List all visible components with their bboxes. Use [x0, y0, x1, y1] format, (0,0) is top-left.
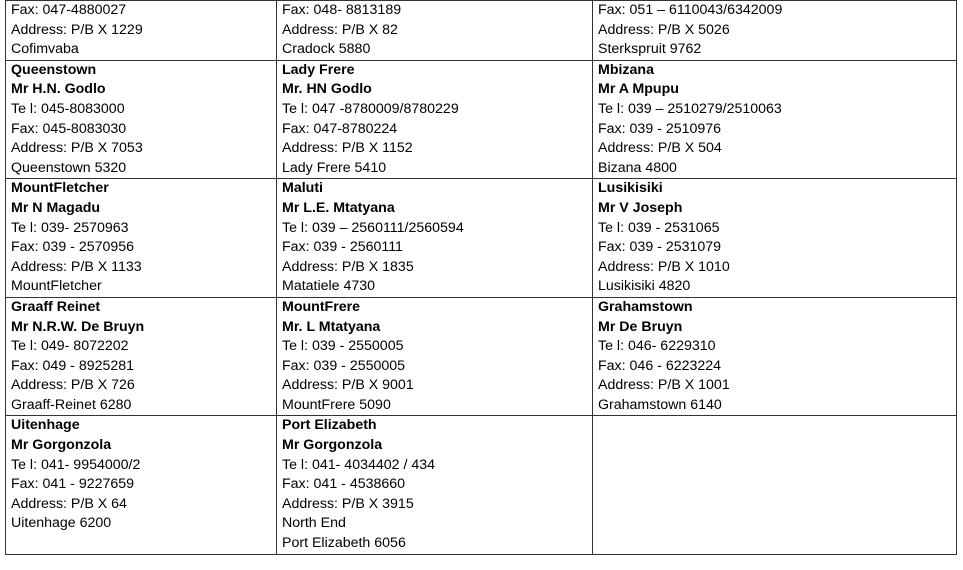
contact-detail-line: Lady Frere 5410	[282, 159, 387, 176]
contact-detail-line: Address: P/B X 5026	[598, 21, 730, 38]
contact-detail-line: Address: P/B X 1001	[598, 377, 730, 394]
contact-person: Mr A Mpupu	[598, 81, 679, 98]
contact-detail-line: Fax: 039 - 2560111	[282, 239, 403, 256]
contact-detail-line: Address: P/B X 9001	[282, 377, 414, 394]
office-directory-table	[5, 0, 957, 555]
contact-detail-line: Fax: 039 - 2531079	[598, 239, 722, 256]
office-cell	[593, 179, 957, 298]
contact-detail-line: Lusikisiki 4820	[598, 278, 691, 295]
contact-detail-line: MountFletcher	[11, 278, 102, 295]
contact-detail-line: Uitenhage 6200	[11, 515, 112, 532]
directory-row	[6, 416, 957, 554]
contact-person: Mr N Magadu	[11, 199, 101, 216]
contact-person: Mr. HN Godlo	[282, 81, 372, 98]
office-cell	[593, 1, 957, 61]
contact-detail-line: Address: P/B X 1152	[282, 140, 413, 157]
contact-detail-line: Fax: 046 - 6223224	[598, 357, 722, 374]
contact-detail-line: Te l: 049- 8072202	[11, 338, 129, 355]
directory-row	[6, 60, 957, 179]
contact-person: Mr Gorgonzola	[282, 437, 383, 454]
contact-detail-line: Te l: 045-8083000	[11, 100, 125, 117]
contact-detail-line: Bizana 4800	[598, 159, 677, 176]
office-cell	[6, 416, 277, 554]
office-name: Mbizana	[598, 61, 654, 78]
contact-detail-line: Te l: 041- 9954000/2	[11, 456, 141, 473]
office-cell	[593, 60, 957, 179]
contact-detail-line: Fax: 041 - 9227659	[11, 476, 135, 493]
contact-detail-line: Te l: 039 – 2510279/2510063	[598, 100, 782, 117]
office-name: Uitenhage	[11, 417, 80, 434]
office-name: Grahamstown	[598, 298, 693, 315]
contact-detail-line: Fax: 047-4880027	[11, 2, 127, 18]
office-cell	[277, 416, 593, 554]
contact-detail-line: Grahamstown 6140	[598, 396, 722, 413]
office-name: Graaff Reinet	[11, 298, 101, 315]
office-name: Maluti	[282, 180, 323, 197]
office-name: Lady Frere	[282, 61, 355, 78]
contact-detail-line: North End	[282, 515, 346, 532]
contact-person: Mr H.N. Godlo	[11, 81, 106, 98]
contact-detail-line: Te l: 047 -8780009/8780229	[282, 100, 459, 117]
directory-row	[6, 1, 957, 61]
contact-detail-line: Address: P/B X 1133	[11, 258, 142, 275]
contact-detail-line: Queenstown 5320	[11, 159, 127, 176]
contact-detail-line: Te l: 039 – 2560111/2560594	[282, 219, 464, 236]
contact-detail-line: MountFrere 5090	[282, 396, 391, 413]
contact-detail-line: Fax: 041 - 4538660	[282, 476, 406, 493]
contact-detail-line: Te l: 039 - 2531065	[598, 219, 720, 236]
contact-detail-line: Address: P/B X 1010	[598, 258, 730, 275]
contact-detail-line: Sterkspruit 9762	[598, 41, 702, 58]
office-cell	[593, 416, 957, 554]
office-cell	[6, 1, 277, 61]
office-cell	[6, 297, 277, 416]
office-cell	[277, 1, 593, 61]
contact-detail-line: Fax: 045-8083030	[11, 120, 127, 137]
contact-detail-line: Fax: 039 - 2570956	[11, 239, 135, 256]
office-cell	[277, 297, 593, 416]
directory-row	[6, 297, 957, 416]
office-directory-body	[6, 1, 957, 555]
office-cell	[6, 60, 277, 179]
office-name: MountFletcher	[11, 180, 109, 197]
contact-detail-line: Graaff-Reinet 6280	[11, 396, 132, 413]
contact-detail-line: Address: P/B X 64	[11, 495, 127, 512]
contact-detail-line: Te l: 046- 6229310	[598, 338, 716, 355]
contact-detail-line: Matatiele 4730	[282, 278, 376, 295]
contact-detail-line: Cradock 5880	[282, 41, 371, 58]
contact-detail-line: Address: P/B X 1229	[11, 21, 143, 38]
office-cell	[6, 179, 277, 298]
office-cell	[277, 179, 593, 298]
office-name: Queenstown	[11, 61, 97, 78]
contact-detail-line: Address: P/B X 82	[282, 21, 398, 38]
contact-person: Mr. L Mtatyana	[282, 318, 381, 335]
contact-detail-line: Port Elizabeth 6056	[282, 535, 406, 552]
contact-detail-line: Te l: 039- 2570963	[11, 219, 129, 236]
office-cell	[593, 297, 957, 416]
contact-detail-line: Fax: 039 - 2550005	[282, 357, 406, 374]
contact-detail-line: Fax: 048- 8813189	[282, 2, 402, 18]
contact-detail-line: Cofimvaba	[11, 41, 79, 58]
contact-detail-line: Fax: 051 – 6110043/6342009	[598, 2, 783, 18]
contact-person: Mr L.E. Mtatyana	[282, 199, 395, 216]
contact-detail-line: Address: P/B X 504	[598, 140, 722, 157]
contact-person: Mr Gorgonzola	[11, 437, 112, 454]
office-name: Lusikisiki	[598, 180, 663, 197]
contact-detail-line: Te l: 039 - 2550005	[282, 338, 404, 355]
contact-detail-line: Address: P/B X 726	[11, 377, 135, 394]
contact-detail-line: Te l: 041- 4034402 / 434	[282, 456, 436, 473]
office-name: MountFrere	[282, 298, 361, 315]
contact-detail-line: Address: P/B X 1835	[282, 258, 414, 275]
office-cell	[277, 60, 593, 179]
contact-person: Mr De Bruyn	[598, 318, 683, 335]
contact-person: Mr V Joseph	[598, 199, 683, 216]
contact-detail-line: Fax: 049 - 8925281	[11, 357, 135, 374]
contact-detail-line: Address: P/B X 7053	[11, 140, 143, 157]
contact-person: Mr N.R.W. De Bruyn	[11, 318, 145, 335]
directory-row	[6, 179, 957, 298]
contact-detail-line: Address: P/B X 3915	[282, 495, 414, 512]
contact-detail-line: Fax: 047-8780224	[282, 120, 398, 137]
office-name: Port Elizabeth	[282, 417, 377, 434]
contact-detail-line: Fax: 039 - 2510976	[598, 120, 722, 137]
